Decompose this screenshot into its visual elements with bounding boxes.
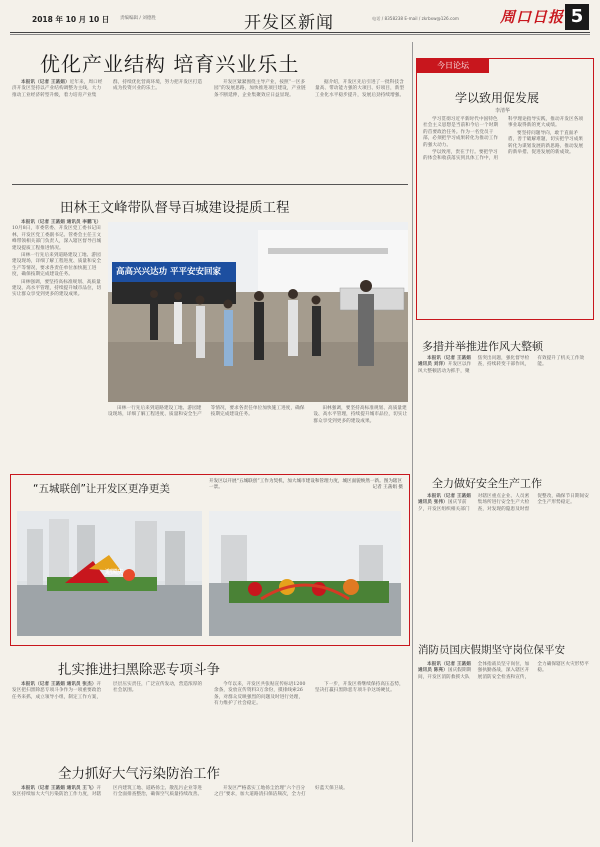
safety-body [418,494,592,614]
contact-info: 电话 / 8358238 E-mail / zkrbxw@126.com [372,16,459,21]
forum-body [423,117,587,313]
inspection-photo-scene [108,222,408,402]
forum-author: 李清华 [495,108,511,114]
fireguard-paragraph: 国庆假期期间，开发区消防救援大队全体指战员坚守岗位，加强执勤备战，深入辖区开展消防安全检查和宣传，全力确保辖区火灾形势平稳。 [418,662,589,680]
column-divider [412,42,413,842]
page-number: 5 [565,4,589,30]
lead-body [12,80,408,146]
forum-paragraph: 学以致用，贵在于行。要把学习的体会和收获落实到具体工作中，用科学理论指导实践，推动开发区各项事业取得新的更大成绩。 [423,117,584,162]
forum-headline: 学以致用促发展 [455,91,540,105]
wucheng-photo-right [209,511,401,636]
forum-tag: 今日论坛 [417,59,489,73]
gangs-paragraph: 今年以来，开发区共张贴宣传标语1200余条，发放宣传资料3万余份，摸排线索26条，对群众反映强烈的问题及时进行处理，有力维护了社会稳定。 [214,682,306,707]
newspaper-logo: 周口日报 [500,8,565,26]
lead-paragraph: 据介绍，开发区先后引进了一批科技含量高、带动能力强的大项目、好项目，新型工业化水平稳步提升，发展后劲持续增强。 [315,80,405,98]
airpollution-paragraph: 开发区严格落实工地扬尘治理“六个百分之百”要求，加大道路清扫保洁频次，全力打好蓝天保卫战。 [214,786,348,798]
gangs-headline: 扎实推进扫黑除恶专项斗争 [58,662,220,678]
holiday-paragraph: 开发区以作风大整顿活动为抓手，聚焦突出问题，强化督导检查，持续转变干部作风，有效提升了机关工作效能。 [418,356,585,374]
inspection-byline: 本报讯（记者 王菡娟 通讯员 李鹏飞） [21,220,102,225]
section-divider [12,184,408,185]
holiday-body [418,356,592,462]
holiday-byline: 本报讯（记者 王菡娟 通讯员 刘洋） [418,356,471,368]
gangs-byline: 本报讯（记者 王菡娟 通讯员 张杰） [21,682,97,687]
inspection-body-left [12,220,102,400]
wucheng-photo-left [17,511,202,636]
gangs-paragraph: 开发区把扫黑除恶专项斗争作为一项重要政治任务来抓，成立领导小组，制定工作方案，层层压实责任，广泛宣传发动，营造浓厚的社会氛围。 [12,682,203,700]
masthead-rule-thin [10,34,590,35]
airpollution-byline: 本报讯（记者 王菡娟 通讯员 王飞） [21,786,97,791]
photo-banner: 高高兴兴达功 平平安安回家 [116,267,221,277]
wucheng-headline: “五城联创”让开发区更净更美 [33,483,170,495]
lead-byline: 本报讯（记者 王菡娟） [21,80,70,85]
fireguard-byline: 本报讯（记者 王菡娟 通讯员 陈亮） [418,662,471,674]
wucheng-caption-text: 开发区以开展“五城联创”工作为契机，加大城市建设和管理力度，城区面貌焕然一新。图为辖区一景。 [209,479,403,491]
photo-credit: 记者 王菡娟 摄 [372,485,403,491]
wucheng-caption [209,479,403,492]
forum-paragraph: 学习贯彻习近平新时代中国特色社会主义思想是当前和今后一个时期的首要政治任务。作为一名党员干部，必须把学习成果转化为推动工作的强大动力。 [423,117,499,148]
editor-info: 责编编辑 / 刘德胜 [120,16,156,21]
masthead [0,0,600,40]
airpollution-paragraph: 开发区持续加大大气污染防治工作力度，对辖区内建筑工地、道路扬尘、散乱污企业等进行全面排查整治，确保空气质量持续改善。 [12,786,203,798]
airpollution-body [12,786,408,842]
forum-paragraph: 要坚持问题导向，敢于直面矛盾，善于破解难题，切实把学习成果转化为谋划发展的新思路、推动发展的新举措、促进发展的新成效。 [508,130,584,156]
safety-headline: 全力做好安全生产工作 [432,477,542,490]
fireguard-headline: 消防员国庆假期坚守岗位保平安 [418,644,565,656]
masthead-rule [10,32,590,33]
gangs-body [12,682,408,764]
forum-box [416,58,594,320]
safety-paragraph: 国庆节前夕，开发区组织相关部门对辖区重点企业、人员密集场所进行安全生产大检查，对发现的隐患及时督促整改，确保节日期间安全生产形势稳定。 [418,494,589,512]
inspection-paragraph: 田林一行先后来到道路建设工地、游园建设现场，详细了解工程进度、质量和安全生产等情况，要求各责任单位加快施工进度，确保按期完成建设任务。 [108,406,305,418]
inspection-paragraph: 10月8日，市委常委、开发区党工委书记田林，开发区党工委副书记、管委会主任王文峰带领相关部门负责人，深入辖区督导百城建设提质工程推进情况。 [12,226,102,251]
wucheng-right-scene [209,511,401,636]
flower-slogan: 迎国庆 [105,569,124,576]
issue-date: 2018 年 10 月 10 日 [32,15,110,24]
airpollution-headline: 全力抓好大气污染防治工作 [58,766,220,782]
inspection-photo [108,222,408,402]
lead-paragraph: 近年来，周口经济开发区坚持以产业结构调整为主线，大力推动工业经济转型升级，着力培育产业集群，持续优化营商环境，努力把开发区打造成为投资兴业的乐土。 [12,80,203,98]
inspection-headline: 田林王文峰带队督导百城建设提质工程 [60,200,290,216]
holiday-headline: 多措并举推进作风大整顿 [422,340,543,353]
lead-headline: 优化产业结构 培育兴业乐土 [40,52,300,76]
inspection-paragraph: 田林强调，要坚持高标准规划、高质量建设、高水平管理，持续提升城市品位，切实让群众享受到更多的建设成果。 [12,279,102,298]
photo-news-box [10,474,410,646]
inspection-paragraph: 田林强调，要坚持高标准规划、高质量建设、高水平管理，持续提升城市品位，切实让群众享受到更多的建设成果。 [313,406,408,424]
safety-byline: 本报讯（记者 王菡娟 通讯员 张伟） [418,494,471,506]
section-title: 开发区新闻 [244,13,334,33]
inspection-body-bottom [108,406,408,464]
fireguard-body [418,662,592,842]
inspection-paragraph: 田林一行先后来到道路建设工地、游园建设现场，详细了解工程进度、质量和安全生产等情况，要求各责任单位加快施工进度，确保按期完成建设任务。 [12,253,102,278]
gangs-paragraph: 下一步，开发区将继续保持高压态势，坚决打赢扫黑除恶专项斗争这场硬仗。 [315,682,404,694]
lead-paragraph: 开发区紧紧围绕主导产业，按照“一区多园”的发展思路，加快推进项目建设，产业链条不断延伸，企业集聚效应日益显现。 [214,80,306,98]
